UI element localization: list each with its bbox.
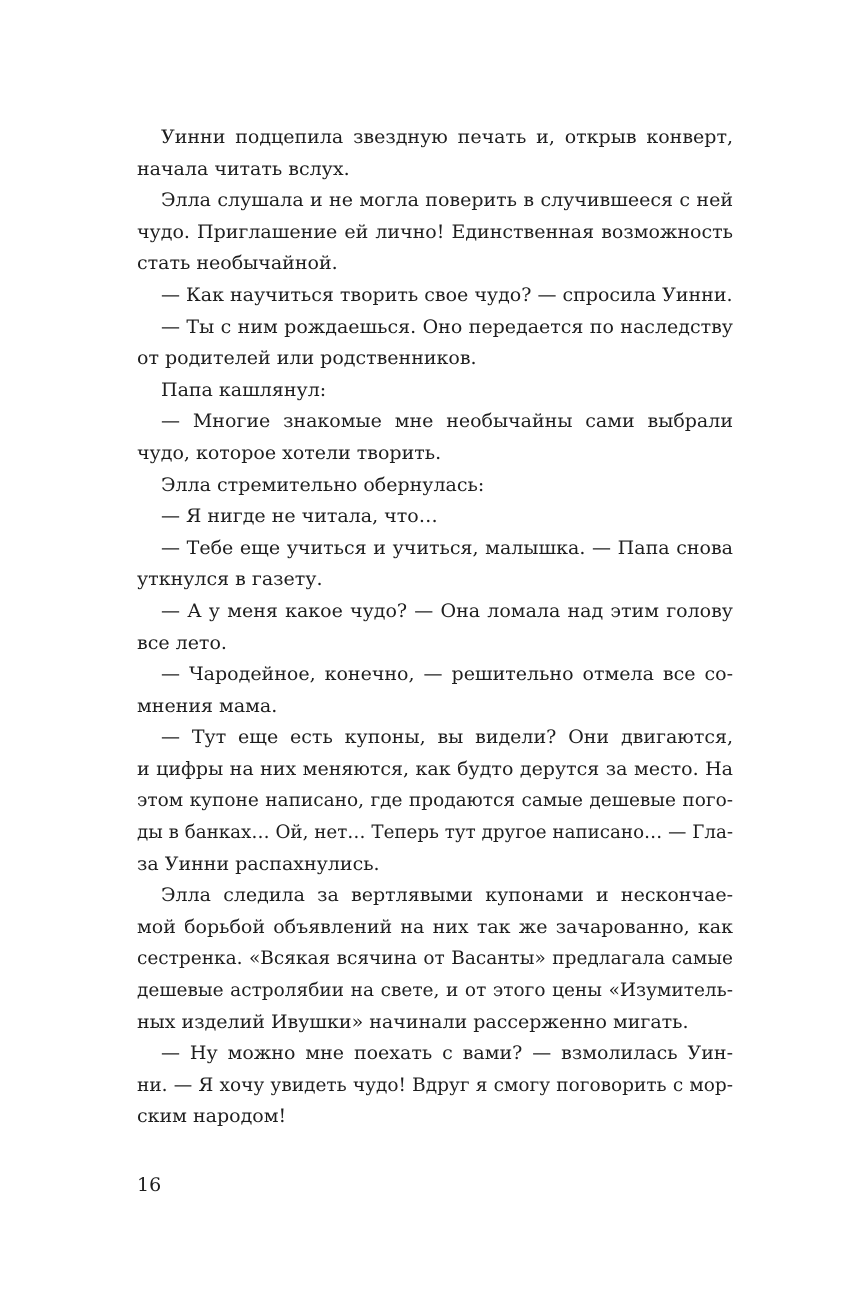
text-line: мнения мама. — [137, 694, 278, 717]
body-text — [137, 122, 733, 1133]
text-line: этом купоне написано, где продаются самые дешевые пого- — [137, 790, 733, 812]
text-line: Папа кашлянул: — [161, 378, 327, 401]
text-line: — Ты с ним рождаешься. Оно передается по наследству — [161, 315, 733, 338]
text-line: ни. — Я хочу увидеть чудо! Вдруг я смогу поговорить с мор- — [137, 1074, 733, 1096]
text-line: чудо, которое хотели творить. — [137, 441, 442, 464]
text-line: дешевые астролябии на свете, и от этого цены «Изумитель- — [137, 980, 733, 1002]
text-line: за Уинни распахнулись. — [137, 852, 380, 875]
text-line: уткнулся в газету. — [137, 568, 323, 591]
text-line: — Многие знакомые мне необычайны сами выбрали — [161, 410, 733, 433]
text-line: стать необычайной. — [137, 252, 338, 275]
page-number: 16 — [137, 1174, 162, 1196]
text-line: и цифры на них меняются, как будто дерутся за место. На — [137, 757, 733, 780]
text-line: Элла стремительно обернулась: — [161, 473, 485, 496]
text-line: начала читать вслух. — [137, 157, 350, 180]
text-line: сестренка. «Всякая всячина от Васанты» предлагала самые — [137, 948, 733, 970]
text-line: Элла следила за вертлявыми купонами и нескончае- — [161, 884, 733, 907]
text-line: — Тебе еще учиться и учиться, малышка. — Папа снова — [161, 536, 733, 559]
text-line: — Как научиться творить свое чудо? — спросила Уинни. — [161, 283, 733, 306]
text-line: — Ну можно мне поехать с вами? — взмолилась Уин- — [161, 1042, 733, 1065]
text-line: ским народом! — [137, 1105, 287, 1128]
text-line: ных изделий Ивушки» начинали рассерженно мигать. — [137, 1010, 689, 1033]
text-line: мой борьбой объявлений на них так же зачарованно, как — [137, 915, 733, 938]
text-line: Элла слушала и не могла поверить в случившееся с ней — [161, 189, 733, 212]
text-line: — А у меня какое чудо? — Она ломала над этим голову — [161, 599, 733, 622]
text-line: — Я нигде не читала, что… — [161, 505, 438, 528]
text-line: все лето. — [137, 631, 227, 654]
text-line: — Тут еще есть купоны, вы видели? Они двигаются, — [161, 726, 733, 749]
text-line: ды в банках… Ой, нет… Теперь тут другое написано… — Гла- — [137, 822, 733, 844]
text-line: Уинни подцепила звездную печать и, открыв конверт, — [161, 126, 733, 148]
text-line: от родителей или родственников. — [137, 347, 477, 370]
text-line: чудо. Приглашение ей лично! Единственная возможность — [137, 220, 733, 243]
text-line: — Чародейное, конечно, — решительно отмела все со- — [161, 663, 733, 686]
